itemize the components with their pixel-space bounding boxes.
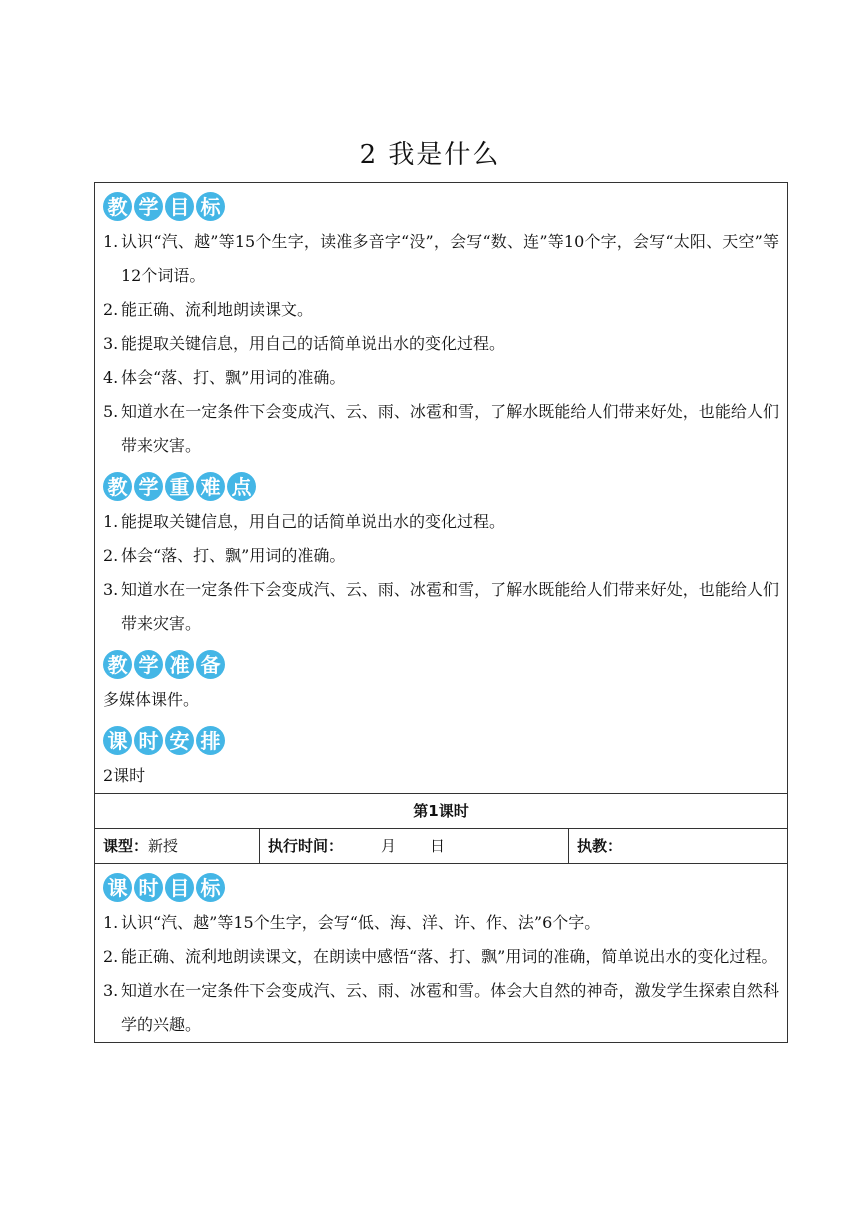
item-text: 能正确、流利地朗读课文。	[121, 300, 314, 319]
list-item	[103, 539, 779, 573]
item-number: 1.	[103, 232, 119, 251]
day-label: 日	[430, 837, 446, 855]
heading-char: 时	[134, 726, 163, 755]
heading-char: 目	[165, 873, 194, 902]
heading-char: 时	[134, 873, 163, 902]
lesson-type-value: 新授	[148, 837, 179, 855]
heading-char: 重	[165, 472, 194, 501]
section-lesson-goals	[95, 873, 787, 1042]
heading-char: 目	[165, 192, 194, 221]
list-item	[103, 906, 779, 940]
heading-char: 学	[134, 650, 163, 679]
item-text: 能提取关键信息，用自己的话简单说出水的变化过程。	[121, 512, 506, 531]
list-item	[103, 361, 779, 395]
item-text: 体会“落、打、飘”用词的准确。	[121, 368, 346, 387]
month-label: 月	[381, 837, 397, 855]
list-item	[103, 940, 779, 974]
list-item	[103, 505, 779, 539]
lesson-type-cell	[95, 829, 260, 863]
list-item	[103, 327, 779, 361]
teacher-label: 执教：	[577, 837, 623, 855]
lesson-type-label: 课型：	[103, 837, 149, 855]
heading-char: 难	[196, 472, 225, 501]
item-text: 认识“汽、越”等15个生字，会写“低、海、洋、许、作、法”6个字。	[121, 913, 601, 932]
heading-char: 教	[103, 650, 132, 679]
item-text: 能正确、流利地朗读课文，在朗读中感悟“落、打、飘”用词的准确，简单说出水的变化过程。	[121, 947, 778, 966]
item-number: 3.	[103, 334, 119, 353]
heading-char: 安	[165, 726, 194, 755]
heading-char: 点	[227, 472, 256, 501]
item-number: 2.	[103, 300, 119, 319]
item-text: 知道水在一定条件下会变成汽、云、雨、冰雹和雪，了解水既能给人们带来好处，也能给人们带来灾害。	[121, 580, 779, 633]
execution-time-cell	[260, 829, 569, 863]
item-number: 1.	[103, 512, 119, 531]
heading-char: 教	[103, 472, 132, 501]
lesson-plan-table	[94, 182, 788, 1043]
heading-char: 学	[134, 472, 163, 501]
item-number: 4.	[103, 368, 119, 387]
heading-lesson-goals	[103, 873, 779, 902]
item-text: 能提取关键信息，用自己的话简单说出水的变化过程。	[121, 334, 506, 353]
item-number: 3.	[103, 981, 119, 1000]
item-text: 知道水在一定条件下会变成汽、云、雨、冰雹和雪，了解水既能给人们带来好处，也能给人们带来灾害。	[121, 402, 779, 455]
item-text: 知道水在一定条件下会变成汽、云、雨、冰雹和雪。体会大自然的神奇，激发学生探索自然科学的兴趣。	[121, 981, 779, 1034]
heading-char: 课	[103, 726, 132, 755]
lesson-header: 第1课时	[95, 794, 787, 829]
execution-time-label: 执行时间：	[268, 837, 344, 855]
heading-char: 课	[103, 873, 132, 902]
heading-char: 教	[103, 192, 132, 221]
heading-teaching-goals	[103, 192, 779, 221]
list-item	[103, 974, 779, 1042]
item-number: 1.	[103, 913, 119, 932]
heading-char: 准	[165, 650, 194, 679]
heading-char: 标	[196, 192, 225, 221]
list-item	[103, 573, 779, 641]
preparation-text: 多媒体课件。	[103, 690, 200, 709]
lesson-info-row	[95, 829, 787, 864]
page-title: 2 我是什么	[359, 140, 501, 170]
teacher-cell	[569, 829, 787, 863]
heading-char: 学	[134, 192, 163, 221]
heading-preparation	[103, 650, 779, 679]
heading-char: 标	[196, 873, 225, 902]
item-number: 3.	[103, 580, 119, 599]
item-text: 认识“汽、越”等15个生字，读准多音字“没”，会写“数、连”等10个字，会写“太阳、天空”等12个词语。	[121, 232, 779, 285]
item-number: 5.	[103, 402, 119, 421]
section-teaching-goals	[95, 192, 787, 794]
item-number: 2.	[103, 947, 119, 966]
schedule-text: 2课时	[103, 766, 146, 785]
heading-char: 排	[196, 726, 225, 755]
list-item	[103, 293, 779, 327]
item-number: 2.	[103, 546, 119, 565]
heading-schedule	[103, 726, 779, 755]
heading-key-points	[103, 472, 779, 501]
item-text: 体会“落、打、飘”用词的准确。	[121, 546, 346, 565]
heading-char: 备	[196, 650, 225, 679]
list-item	[103, 395, 779, 463]
list-item	[103, 225, 779, 293]
